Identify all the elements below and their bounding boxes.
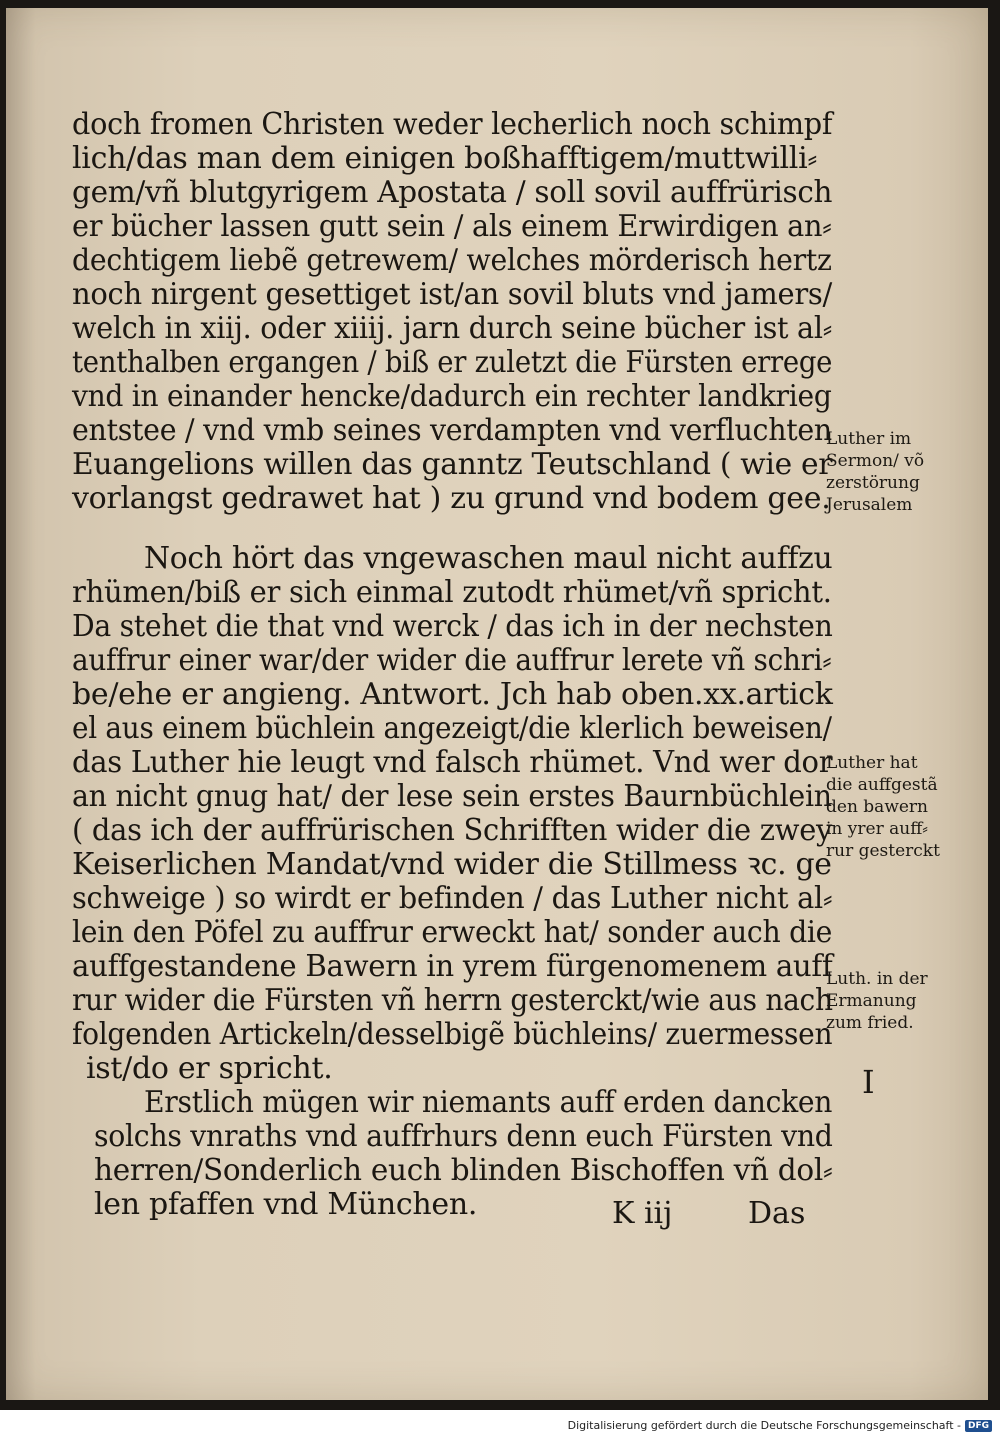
text-line: doch fromen Christen weder lecherlich noch schimpf xyxy=(72,107,833,142)
text-line: be/ehe er angieng. Antwort. Jch hab oben.xx.artick xyxy=(72,677,833,712)
text-line: lein den Pöfel zu auffrur erweckt hat/ sonder auch die xyxy=(72,915,833,950)
text-line: tenthalben ergangen / biß er zuletzt die Fürsten errege xyxy=(72,345,833,380)
text-line: rhümen/biß er sich einmal zutodt rhümet/vñ spricht. xyxy=(72,575,832,610)
text-line: folgenden Artickeln/desselbigẽ büchleins/ zuermessen xyxy=(72,1017,833,1052)
text-line: lich/das man dem einigen boßhafftigem/muttwilli⸗ xyxy=(72,141,818,176)
text-line: auffgestandene Bawern in yrem fürgenomenem auff xyxy=(72,949,833,984)
margin-note-line: zum fried. xyxy=(826,1013,914,1033)
margin-note-line: zerstörung xyxy=(826,473,920,493)
margin-note-line: Jerusalem xyxy=(826,495,913,515)
text-line: gem/vñ blutgyrigem Apostata / soll sovil auffrürisch xyxy=(72,175,833,210)
text-line: rur wider die Fürsten vñ herrn gesterckt/wie aus nach xyxy=(72,983,833,1018)
signature-mark: K iij xyxy=(612,1196,673,1231)
margin-note-line: Luther im xyxy=(826,429,912,449)
catchword: Das xyxy=(748,1196,806,1231)
text-line: noch nirgent gesettiget ist/an sovil bluts vnd jamers/ xyxy=(72,277,832,312)
text-line: auffrur einer war/der wider die auffrur lerete vñ schri⸗ xyxy=(72,643,832,678)
margin-note-line: Luther hat xyxy=(826,753,918,773)
footer xyxy=(568,1419,992,1432)
margin-note-line: die auffgestã xyxy=(826,775,938,795)
text-line: solchs vnraths vnd auffrhurs denn euch Fürsten vnd xyxy=(94,1119,833,1154)
text-line: entstee / vnd vmb seines verdampten vnd verfluchten xyxy=(72,413,832,448)
text-line: er bücher lassen gutt sein / als einem Erwirdigen an⸗ xyxy=(72,209,832,244)
text-line: len pfaffen vnd München. xyxy=(94,1187,478,1222)
margin-note-line: Luth. in der xyxy=(826,969,928,989)
text-line: herren/Sonderlich euch blinden Bischoffen vñ dol⸗ xyxy=(94,1153,833,1188)
margin-note-line: Sermon/ võ xyxy=(826,451,925,471)
text-line: schweige ) so wirdt er befinden / das Luther nicht al⸗ xyxy=(72,881,833,916)
funding-notice: Digitalisierung gefördert durch die Deutsche Forschungsgemeinschaft - xyxy=(567,1419,961,1432)
margin-note-line: Ermanung xyxy=(826,991,917,1011)
margin-note xyxy=(826,752,940,862)
text-line: ( das ich der auffrürischen Schrifften wider die zwey xyxy=(72,813,833,848)
text-line: dechtigem liebẽ getrewem/ welches mörderisch hertz xyxy=(72,243,832,278)
margin-note-line: in yrer auff⸗ xyxy=(826,819,928,839)
text-line: welch in xiij. oder xiiij. jarn durch seine bücher ist al⸗ xyxy=(72,311,832,346)
text-line: Erstlich mügen wir niemants auff erden dancken xyxy=(144,1085,833,1120)
dfg-logo: DFG xyxy=(965,1420,992,1432)
text-line: Noch hört das vngewaschen maul nicht auffzu xyxy=(144,541,833,576)
text-line: Euangelions willen das ganntz Teutschland ( wie er xyxy=(72,447,833,482)
text-line: an nicht gnug hat/ der lese sein erstes Baurnbüchlein xyxy=(72,779,832,814)
article-number: I xyxy=(862,1063,875,1101)
text-line: vorlangst gedrawet hat ) zu grund vnd bodem gee. xyxy=(72,481,831,516)
text-line: vnd in einander hencke/dadurch ein rechter landkrieg xyxy=(72,379,832,414)
text-line: Keiserlichen Mandat/vnd wider die Stillmess ꝛc. ge xyxy=(72,847,832,882)
margin-note xyxy=(826,428,924,516)
margin-note-line: den bawern xyxy=(826,797,928,817)
margin-note xyxy=(826,968,928,1034)
text-line: Da stehet die that vnd werck / das ich in der nechsten xyxy=(72,609,833,644)
margin-note-line: rur gesterckt xyxy=(826,841,940,861)
text-line: das Luther hie leugt vnd falsch rhümet. Vnd wer dor xyxy=(72,745,833,780)
text-line: ist/do er spricht. xyxy=(86,1051,333,1086)
text-line: el aus einem büchlein angezeigt/die klerlich beweisen/ xyxy=(72,711,832,746)
